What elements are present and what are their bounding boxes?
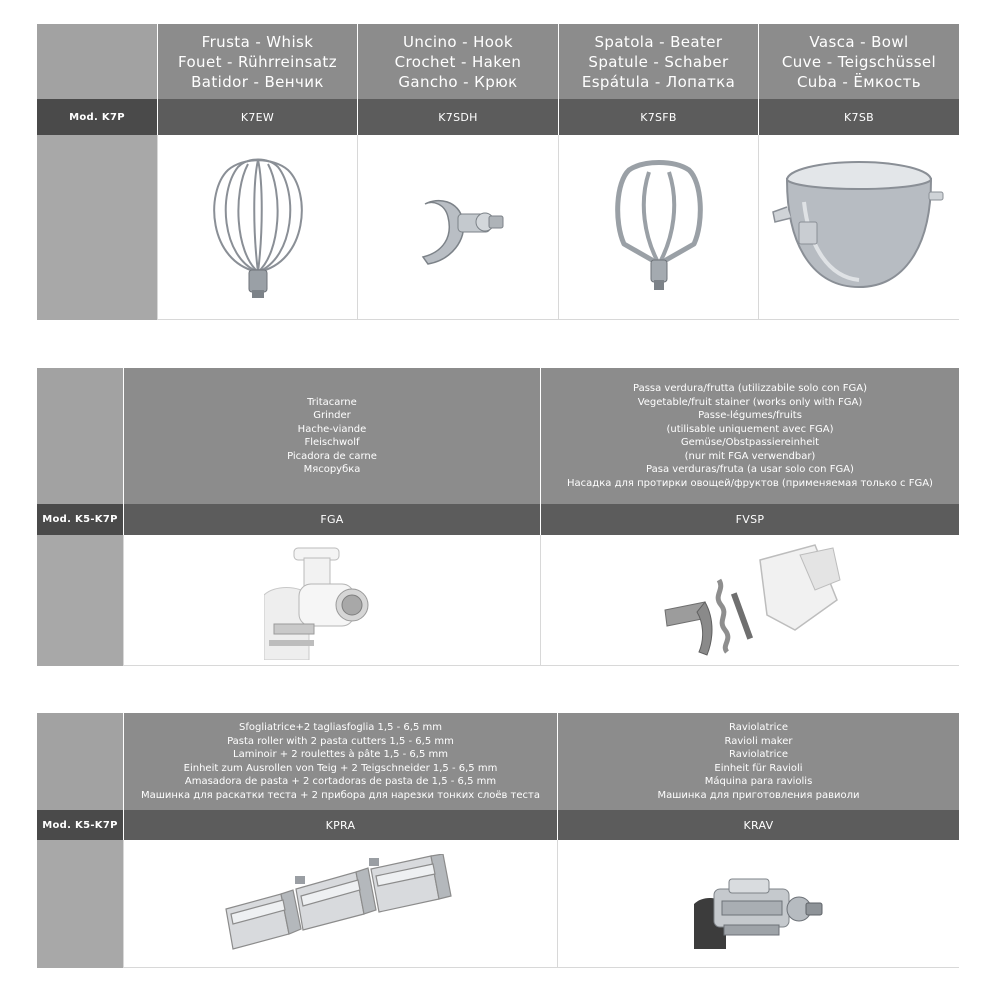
image-row bbox=[37, 135, 959, 320]
grinder-icon bbox=[264, 540, 374, 660]
flat-beater-icon bbox=[604, 152, 714, 302]
model-label: Mod. K7P bbox=[37, 99, 157, 135]
image-row bbox=[37, 535, 959, 666]
bowl-image-cell bbox=[758, 135, 959, 320]
beater-image-cell bbox=[558, 135, 758, 320]
pasta-roller-image-cell bbox=[123, 840, 557, 968]
header-corner bbox=[37, 24, 157, 99]
header-strainer: Passa verdura/frutta (utilizzabile solo con FGA) Vegetable/fruit stainer (works only with FGA) Passe-légumes/fruits (utilisable uniquement avec FGA) Gemüse/Obstpassiereinheit (nur mit FGA verwendbar) Pasa verduras/fruta (a usar solo con FGA) Насадка для протирки овощей/фруктов (применяемая только с FGA) bbox=[540, 368, 959, 504]
code-k7sfb: K7SFB bbox=[558, 99, 758, 135]
hook-image-cell bbox=[357, 135, 558, 320]
header-hook: Uncino - Hook Crochet - Haken Gancho - Крюк bbox=[357, 24, 558, 99]
table-header-row bbox=[37, 24, 959, 99]
code-fga: FGA bbox=[123, 504, 540, 535]
header-beater: Spatola - Beater Spatule - Schaber Espátula - Лопатка bbox=[558, 24, 758, 99]
table-k7p-accessories bbox=[37, 24, 959, 320]
table-pasta-accessories bbox=[37, 713, 959, 968]
bowl-icon bbox=[769, 152, 949, 302]
model-label: Mod. K5-K7P bbox=[37, 504, 123, 535]
code-k7ew: K7EW bbox=[157, 99, 357, 135]
grinder-image-cell bbox=[123, 535, 540, 666]
code-k7sdh: K7SDH bbox=[357, 99, 558, 135]
whisk-image-cell bbox=[157, 135, 357, 320]
strainer-image-cell bbox=[540, 535, 959, 666]
model-code-row bbox=[37, 810, 959, 840]
header-corner bbox=[37, 713, 123, 810]
header-bowl: Vasca - Bowl Cuve - Teigschüssel Cuba - Ёмкость bbox=[758, 24, 959, 99]
model-code-row bbox=[37, 99, 959, 135]
whisk-icon bbox=[203, 152, 313, 302]
code-k7sb: K7SB bbox=[758, 99, 959, 135]
image-row-spacer bbox=[37, 840, 123, 968]
code-kpra: KPRA bbox=[123, 810, 557, 840]
model-code-row bbox=[37, 504, 959, 535]
ravioli-maker-icon bbox=[694, 859, 824, 949]
image-row-spacer bbox=[37, 135, 157, 320]
dough-hook-icon bbox=[403, 182, 513, 272]
ravioli-maker-image-cell bbox=[557, 840, 959, 968]
table-header-row bbox=[37, 368, 959, 504]
header-grinder: Tritacarne Grinder Hache-viande Fleischwolf Picadora de carne Мясорубка bbox=[123, 368, 540, 504]
table-header-row bbox=[37, 713, 959, 810]
code-fvsp: FVSP bbox=[540, 504, 959, 535]
strainer-icon bbox=[655, 540, 845, 660]
header-whisk: Frusta - Whisk Fouet - Rührreinsatz Batidor - Венчик bbox=[157, 24, 357, 99]
model-label: Mod. K5-K7P bbox=[37, 810, 123, 840]
header-pasta-roller: Sfogliatrice+2 tagliasfoglia 1,5 - 6,5 mm Pasta roller with 2 pasta cutters 1,5 - 6,5 mm Laminoir + 2 roulettes à pâte 1,5 - 6,5 mm Einheit zum Ausrollen von Teig + 2 Teigschneider 1,5 - 6,5 mm Amasadora de pasta + 2 cortadoras de pasta de 1,5 - 6,5 mm Машинка для раскатки теста + 2 прибора для нарезки тонких слоёв теста bbox=[123, 713, 557, 810]
header-ravioli-maker: Raviolatrice Ravioli maker Raviolatrice Einheit für Ravioli Máquina para raviolis Машинка для приготовления равиоли bbox=[557, 713, 959, 810]
table-grinder-accessories bbox=[37, 368, 959, 666]
image-row bbox=[37, 840, 959, 968]
code-krav: KRAV bbox=[557, 810, 959, 840]
image-row-spacer bbox=[37, 535, 123, 666]
pasta-roller-icon bbox=[221, 854, 461, 954]
header-corner bbox=[37, 368, 123, 504]
